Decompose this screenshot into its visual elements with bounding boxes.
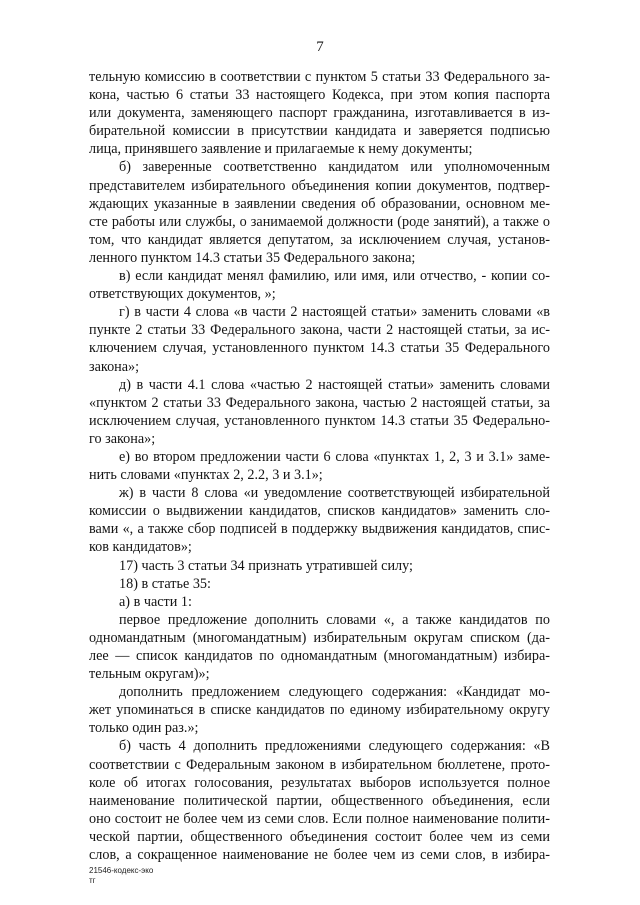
text-line: дополнить предложением следующего содержания: «Кандидат мо- bbox=[119, 684, 550, 701]
text-line: соответствии с Федеральным законом в избирательном бюллетене, прото- bbox=[89, 756, 550, 773]
text-line: кона, частью 6 статьи 33 настоящего Кодекса, при этом копия паспорта bbox=[89, 87, 550, 104]
text-line: ческой партии, общественного объединения состоит более чем из семи bbox=[89, 828, 550, 845]
footer-doc-code: 21546-кодекс-эко bbox=[89, 866, 154, 875]
text-line: ков кандидатов»; bbox=[89, 539, 192, 556]
text-line: одномандатным (многомандатным) избирательным округам списком (да- bbox=[89, 629, 550, 646]
text-line: лее — список кандидатов по одномандатным (многомандатным) избира- bbox=[89, 648, 550, 664]
text-line: ленного пунктом 14.3 статьи 35 Федерального закона; bbox=[89, 249, 416, 266]
text-line: коле об итогах голосования, результатах выборов используется полное bbox=[89, 774, 550, 791]
text-line: нить словами «пунктах 2, 2.2, 3 и 3.1»; bbox=[89, 467, 323, 484]
text-line: комиссии о выдвижении кандидатов, списков кандидатов» заменить сло- bbox=[89, 503, 550, 520]
text-line: а) в части 1: bbox=[119, 593, 192, 610]
text-line: 18) в статье 35: bbox=[119, 575, 211, 592]
text-line: тельным округам)»; bbox=[89, 666, 210, 683]
text-line: слов, а сокращенное наименование не более чем из семи слов, в избира- bbox=[89, 847, 550, 864]
text-line: закона»; bbox=[89, 358, 140, 375]
text-line: лица, принявшего заявление и прилагаемые к нему документы; bbox=[89, 141, 473, 158]
text-line: том, что кандидат является депутатом, за исключением случая, установ- bbox=[89, 231, 550, 248]
text-line: первое предложение дополнить словами «, а также кандидатов по bbox=[119, 611, 550, 628]
text-line: оно состоит не более чем из семи слов. Если полное наименование полити- bbox=[89, 810, 550, 827]
text-line: ж) в части 8 слова «и уведомление соответствующей избирательной bbox=[119, 485, 550, 502]
text-line: в) если кандидат менял фамилию, или имя, или отчество, - копии со- bbox=[119, 268, 550, 285]
text-line: бирательной комиссии в присутствии кандидата и заверяется подписью bbox=[89, 123, 550, 140]
text-line: наименование политической партии, общественного объединения, если bbox=[89, 792, 550, 809]
text-line: го закона»; bbox=[89, 430, 156, 447]
text-line: «пунктом 2 статьи 33 Федерального закона, частью 2 настоящей статьи, за bbox=[89, 394, 550, 411]
text-line: б) часть 4 дополнить предложениями следующего содержания: «В bbox=[119, 738, 550, 755]
text-line: ключением случая, установленного пунктом 14.3 статьи 35 Федерального bbox=[89, 340, 550, 357]
text-line: пункте 2 статьи 33 Федерального закона, части 2 настоящей статьи, за ис- bbox=[89, 322, 550, 339]
text-line: е) во втором предложении части 6 слова «пунктах 1, 2, 3 и 3.1» заме- bbox=[119, 448, 550, 465]
text-line: представителем избирательного объединения копии документов, подтвер- bbox=[89, 177, 550, 194]
text-line: ответствующих документов, »; bbox=[89, 286, 276, 303]
document-body bbox=[89, 68, 550, 864]
text-line: сте работы или службы, о занимаемой должности (роде занятий), а также о bbox=[89, 213, 550, 230]
text-line: тельную комиссию в соответствии с пунктом 5 статьи 33 Федерального за- bbox=[89, 69, 550, 85]
footer bbox=[89, 866, 153, 886]
text-line: жет упоминаться в списке кандидатов по единому избирательному округу bbox=[89, 702, 550, 719]
text-line: б) заверенные соответственно кандидатом или уполномоченным bbox=[119, 159, 550, 176]
page-number: 7 bbox=[316, 39, 324, 55]
footer-operator-code: тг bbox=[89, 876, 96, 885]
text-line: г) в части 4 слова «в части 2 настоящей статьи» заменить словами «в bbox=[119, 304, 550, 321]
text-line: исключением случая, установленного пунктом 14.3 статьи 35 Федерально- bbox=[89, 412, 550, 429]
text-line: ждающих указанные в заявлении сведения об образовании, основном ме- bbox=[89, 195, 550, 212]
text-line: вами «, а также сбор подписей в поддержку выдвижения кандидатов, спис- bbox=[89, 521, 550, 538]
text-line: только один раз.»; bbox=[89, 720, 199, 737]
text-line: 17) часть 3 статьи 34 признать утратившей силу; bbox=[119, 557, 413, 574]
text-line: д) в части 4.1 слова «частью 2 настоящей статьи» заменить словами bbox=[119, 376, 550, 393]
text-line: или документа, заменяющего паспорт гражданина, изготавливается в из- bbox=[89, 105, 550, 122]
